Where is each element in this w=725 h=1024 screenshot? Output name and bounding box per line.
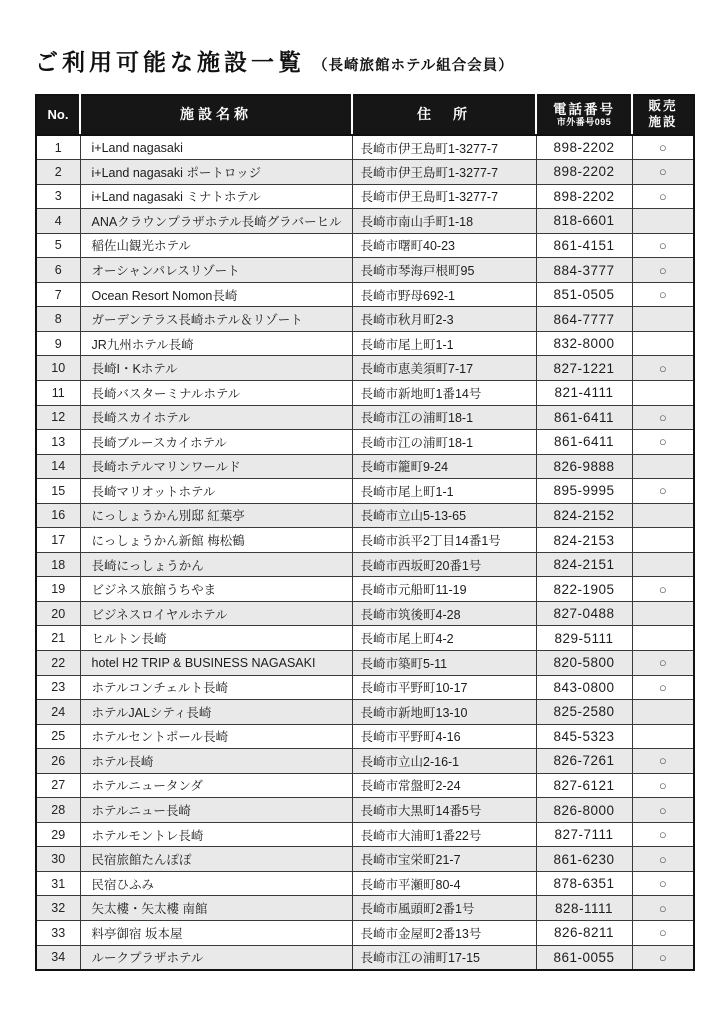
cell-sales-mark	[632, 503, 694, 528]
cell-address: 長崎市平野町4-16	[352, 724, 536, 749]
table-row	[36, 700, 694, 725]
cell-facility-name: ヒルトン長崎	[80, 626, 352, 651]
cell-facility-name: ルークプラザホテル	[80, 945, 352, 970]
cell-facility-name: ホテルニュー長崎	[80, 798, 352, 823]
cell-phone: 861-4151	[536, 233, 632, 258]
cell-phone: 821-4111	[536, 380, 632, 405]
cell-no: 1	[36, 135, 80, 160]
cell-address: 長崎市尾上町4-2	[352, 626, 536, 651]
cell-address: 長崎市金屋町2番13号	[352, 921, 536, 946]
table-row	[36, 921, 694, 946]
cell-facility-name: 長崎I・Kホテル	[80, 356, 352, 381]
table-row	[36, 552, 694, 577]
cell-no: 30	[36, 847, 80, 872]
cell-sales-mark	[632, 552, 694, 577]
cell-sales-mark: ○	[632, 135, 694, 160]
cell-phone: 826-7261	[536, 749, 632, 774]
table-row	[36, 258, 694, 283]
cell-no: 28	[36, 798, 80, 823]
cell-phone: 820-5800	[536, 650, 632, 675]
cell-sales-mark: ○	[632, 773, 694, 798]
cell-sales-mark: ○	[632, 798, 694, 823]
cell-facility-name: 長崎ブルースカイホテル	[80, 430, 352, 455]
cell-sales-mark	[632, 528, 694, 553]
cell-facility-name: ホテル長崎	[80, 749, 352, 774]
cell-phone: 861-6230	[536, 847, 632, 872]
cell-sales-mark: ○	[632, 650, 694, 675]
cell-address: 長崎市平野町10-17	[352, 675, 536, 700]
cell-address: 長崎市江の浦町17-15	[352, 945, 536, 970]
cell-facility-name: 長崎にっしょうかん	[80, 552, 352, 577]
cell-address: 長崎市常盤町2-24	[352, 773, 536, 798]
cell-facility-name: JR九州ホテル長崎	[80, 331, 352, 356]
cell-phone: 832-8000	[536, 331, 632, 356]
cell-phone: 861-0055	[536, 945, 632, 970]
cell-facility-name: ホテルコンチェルト長崎	[80, 675, 352, 700]
cell-phone: 861-6411	[536, 405, 632, 430]
table-row	[36, 430, 694, 455]
cell-phone: 826-9888	[536, 454, 632, 479]
table-row	[36, 724, 694, 749]
cell-facility-name: 民宿旅館たんぽぽ	[80, 847, 352, 872]
cell-phone: 878-6351	[536, 871, 632, 896]
cell-facility-name: i+Land nagasaki ミナトホテル	[80, 184, 352, 209]
cell-no: 3	[36, 184, 80, 209]
table-row	[36, 528, 694, 553]
cell-sales-mark: ○	[632, 871, 694, 896]
cell-address: 長崎市大浦町1番22号	[352, 822, 536, 847]
table-row	[36, 601, 694, 626]
cell-address: 長崎市籠町9-24	[352, 454, 536, 479]
cell-no: 14	[36, 454, 80, 479]
cell-no: 20	[36, 601, 80, 626]
table-row	[36, 135, 694, 160]
table-header	[36, 95, 694, 135]
table-row	[36, 503, 694, 528]
cell-facility-name: ホテルニュータンダ	[80, 773, 352, 798]
table-row	[36, 626, 694, 651]
cell-facility-name: Ocean Resort Nomon長崎	[80, 282, 352, 307]
cell-no: 27	[36, 773, 80, 798]
cell-address: 長崎市西坂町20番1号	[352, 552, 536, 577]
cell-sales-mark: ○	[632, 675, 694, 700]
table-row	[36, 184, 694, 209]
cell-no: 23	[36, 675, 80, 700]
cell-phone: 818-6601	[536, 209, 632, 234]
cell-phone: 898-2202	[536, 135, 632, 160]
page-title: ご利用可能な施設一覧	[35, 49, 305, 75]
table-row	[36, 405, 694, 430]
cell-sales-mark	[632, 601, 694, 626]
cell-no: 21	[36, 626, 80, 651]
cell-sales-mark	[632, 700, 694, 725]
cell-sales-mark: ○	[632, 945, 694, 970]
cell-phone: 861-6411	[536, 430, 632, 455]
table-row	[36, 822, 694, 847]
cell-sales-mark	[632, 454, 694, 479]
table-row	[36, 160, 694, 185]
cell-facility-name: ホテルJALシティ長崎	[80, 700, 352, 725]
cell-no: 29	[36, 822, 80, 847]
table-row	[36, 331, 694, 356]
cell-facility-name: ガーデンテラス長崎ホテル＆リゾート	[80, 307, 352, 332]
cell-address: 長崎市秋月町2-3	[352, 307, 536, 332]
table-row	[36, 233, 694, 258]
table-row	[36, 577, 694, 602]
table-row	[36, 209, 694, 234]
table-row	[36, 773, 694, 798]
cell-phone: 827-1221	[536, 356, 632, 381]
table-row	[36, 307, 694, 332]
cell-facility-name: ビジネス旅館うちやま	[80, 577, 352, 602]
table-row	[36, 847, 694, 872]
cell-no: 7	[36, 282, 80, 307]
cell-no: 26	[36, 749, 80, 774]
cell-sales-mark	[632, 209, 694, 234]
cell-no: 12	[36, 405, 80, 430]
header-sales-facility: 販売 施設	[632, 95, 694, 135]
cell-address: 長崎市立山2-16-1	[352, 749, 536, 774]
cell-no: 25	[36, 724, 80, 749]
cell-no: 5	[36, 233, 80, 258]
cell-address: 長崎市江の浦町18-1	[352, 430, 536, 455]
table-row	[36, 356, 694, 381]
cell-facility-name: 料亭御宿 坂本屋	[80, 921, 352, 946]
cell-facility-name: 長崎ホテルマリンワールド	[80, 454, 352, 479]
cell-no: 31	[36, 871, 80, 896]
cell-phone: 826-8000	[536, 798, 632, 823]
cell-no: 24	[36, 700, 80, 725]
cell-phone: 898-2202	[536, 160, 632, 185]
cell-no: 9	[36, 331, 80, 356]
cell-facility-name: にっしょうかん別邸 紅葉亭	[80, 503, 352, 528]
cell-phone: 864-7777	[536, 307, 632, 332]
cell-address: 長崎市琴海戸根町95	[352, 258, 536, 283]
cell-sales-mark: ○	[632, 356, 694, 381]
table-row	[36, 945, 694, 970]
cell-phone: 845-5323	[536, 724, 632, 749]
cell-no: 33	[36, 921, 80, 946]
table-row	[36, 675, 694, 700]
cell-no: 13	[36, 430, 80, 455]
cell-address: 長崎市浜平2丁目14番1号	[352, 528, 536, 553]
table-row	[36, 871, 694, 896]
cell-facility-name: オーシャンパレスリゾート	[80, 258, 352, 283]
cell-address: 長崎市元船町11-19	[352, 577, 536, 602]
cell-no: 18	[36, 552, 80, 577]
cell-sales-mark: ○	[632, 258, 694, 283]
cell-facility-name: 民宿ひふみ	[80, 871, 352, 896]
cell-sales-mark: ○	[632, 896, 694, 921]
cell-sales-mark: ○	[632, 577, 694, 602]
page-subtitle: （長崎旅館ホテル組合会員）	[313, 58, 514, 74]
cell-address: 長崎市恵美須町7-17	[352, 356, 536, 381]
cell-phone: 827-6121	[536, 773, 632, 798]
cell-no: 8	[36, 307, 80, 332]
cell-address: 長崎市宝栄町21-7	[352, 847, 536, 872]
cell-address: 長崎市尾上町1-1	[352, 479, 536, 504]
cell-address: 長崎市新地町13-10	[352, 700, 536, 725]
cell-phone: 824-2153	[536, 528, 632, 553]
cell-phone: 824-2152	[536, 503, 632, 528]
cell-no: 32	[36, 896, 80, 921]
cell-facility-name: 長崎バスターミナルホテル	[80, 380, 352, 405]
header-no: No.	[36, 95, 80, 135]
cell-sales-mark: ○	[632, 233, 694, 258]
cell-no: 16	[36, 503, 80, 528]
table-row	[36, 798, 694, 823]
cell-phone: 824-2151	[536, 552, 632, 577]
cell-no: 17	[36, 528, 80, 553]
cell-phone: 828-1111	[536, 896, 632, 921]
table-row	[36, 282, 694, 307]
cell-address: 長崎市新地町1番14号	[352, 380, 536, 405]
cell-address: 長崎市南山手町1-18	[352, 209, 536, 234]
cell-no: 10	[36, 356, 80, 381]
cell-phone: 826-8211	[536, 921, 632, 946]
table-body	[36, 135, 694, 970]
cell-no: 15	[36, 479, 80, 504]
cell-address: 長崎市筑後町4-28	[352, 601, 536, 626]
cell-address: 長崎市大黒町14番5号	[352, 798, 536, 823]
cell-sales-mark: ○	[632, 160, 694, 185]
cell-facility-name: 矢太樓・矢太樓 南館	[80, 896, 352, 921]
cell-sales-mark: ○	[632, 749, 694, 774]
cell-sales-mark: ○	[632, 822, 694, 847]
cell-no: 4	[36, 209, 80, 234]
cell-phone: 829-5111	[536, 626, 632, 651]
cell-phone: 898-2202	[536, 184, 632, 209]
cell-address: 長崎市江の浦町18-1	[352, 405, 536, 430]
cell-address: 長崎市尾上町1-1	[352, 331, 536, 356]
header-address: 住 所	[352, 95, 536, 135]
table-row	[36, 380, 694, 405]
cell-address: 長崎市伊王島町1-3277-7	[352, 184, 536, 209]
cell-no: 34	[36, 945, 80, 970]
cell-facility-name: ANAクラウンプラザホテル長崎グラバーヒル	[80, 209, 352, 234]
cell-address: 長崎市野母692-1	[352, 282, 536, 307]
cell-address: 長崎市築町5-11	[352, 650, 536, 675]
cell-sales-mark	[632, 307, 694, 332]
cell-no: 2	[36, 160, 80, 185]
cell-address: 長崎市伊王島町1-3277-7	[352, 160, 536, 185]
header-phone-areacode-note: 市外番号095	[556, 116, 612, 127]
cell-no: 22	[36, 650, 80, 675]
cell-facility-name: 長崎スカイホテル	[80, 405, 352, 430]
cell-sales-mark: ○	[632, 430, 694, 455]
cell-address: 長崎市平瀬町80-4	[352, 871, 536, 896]
cell-facility-name: 長崎マリオットホテル	[80, 479, 352, 504]
cell-address: 長崎市立山5-13-65	[352, 503, 536, 528]
cell-sales-mark: ○	[632, 184, 694, 209]
cell-no: 6	[36, 258, 80, 283]
cell-phone: 895-9995	[536, 479, 632, 504]
cell-facility-name: hotel H2 TRIP & BUSINESS NAGASAKI	[80, 650, 352, 675]
cell-facility-name: i+Land nagasaki ポートロッジ	[80, 160, 352, 185]
cell-facility-name: ホテルセントポール長崎	[80, 724, 352, 749]
cell-sales-mark: ○	[632, 479, 694, 504]
table-row	[36, 479, 694, 504]
title-block	[35, 44, 725, 77]
cell-facility-name: ホテルモントレ長崎	[80, 822, 352, 847]
cell-no: 11	[36, 380, 80, 405]
cell-phone: 843-0800	[536, 675, 632, 700]
cell-facility-name: i+Land nagasaki	[80, 135, 352, 160]
cell-sales-mark: ○	[632, 921, 694, 946]
cell-phone: 827-0488	[536, 601, 632, 626]
cell-sales-mark	[632, 331, 694, 356]
cell-address: 長崎市風頭町2番1号	[352, 896, 536, 921]
cell-sales-mark: ○	[632, 282, 694, 307]
header-phone: 電話番号 市外番号095	[536, 95, 632, 135]
cell-facility-name: にっしょうかん新館 梅松鶴	[80, 528, 352, 553]
cell-phone: 851-0505	[536, 282, 632, 307]
cell-address: 長崎市曙町40-23	[352, 233, 536, 258]
cell-sales-mark	[632, 724, 694, 749]
header-facility-name: 施設名称	[80, 95, 352, 135]
cell-facility-name: 稲佐山観光ホテル	[80, 233, 352, 258]
cell-phone: 884-3777	[536, 258, 632, 283]
cell-sales-mark: ○	[632, 847, 694, 872]
cell-facility-name: ビジネスロイヤルホテル	[80, 601, 352, 626]
table-row	[36, 454, 694, 479]
cell-no: 19	[36, 577, 80, 602]
cell-phone: 825-2580	[536, 700, 632, 725]
table-row	[36, 749, 694, 774]
table-row	[36, 650, 694, 675]
cell-sales-mark	[632, 626, 694, 651]
cell-phone: 822-1905	[536, 577, 632, 602]
cell-phone: 827-7111	[536, 822, 632, 847]
table-row	[36, 896, 694, 921]
cell-address: 長崎市伊王島町1-3277-7	[352, 135, 536, 160]
cell-sales-mark: ○	[632, 405, 694, 430]
cell-sales-mark	[632, 380, 694, 405]
facility-table	[35, 94, 695, 971]
